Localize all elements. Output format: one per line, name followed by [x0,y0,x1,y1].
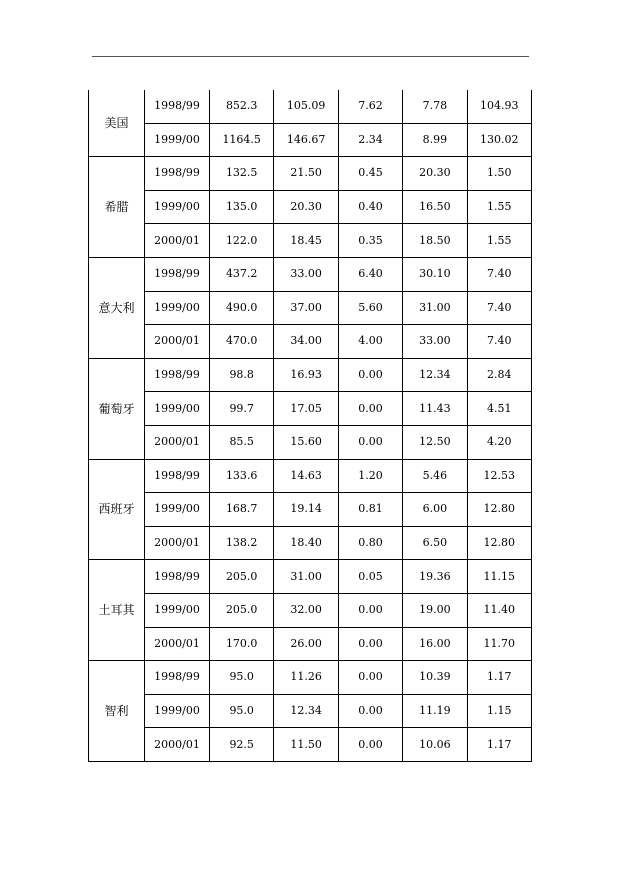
value-cell-2: 34.00 [274,325,338,359]
value-cell-3: 0.00 [338,593,402,627]
table-row [89,157,532,191]
value-cell-5: 11.40 [467,593,531,627]
value-cell-4: 7.78 [403,90,467,123]
value-cell-3: 0.40 [338,190,402,224]
table-row [89,90,532,123]
country-cell: 土耳其 [89,560,145,661]
value-cell-1: 205.0 [210,560,274,594]
value-cell-5: 1.55 [467,190,531,224]
value-cell-1: 168.7 [210,493,274,527]
year-cell: 1999/00 [145,694,210,728]
table-row [89,728,532,762]
value-cell-3: 5.60 [338,291,402,325]
value-cell-2: 14.63 [274,459,338,493]
value-cell-1: 170.0 [210,627,274,661]
value-cell-5: 1.55 [467,224,531,258]
value-cell-1: 133.6 [210,459,274,493]
value-cell-5: 1.15 [467,694,531,728]
value-cell-3: 0.00 [338,627,402,661]
value-cell-5: 4.51 [467,392,531,426]
year-cell: 1998/99 [145,459,210,493]
year-cell: 1998/99 [145,560,210,594]
value-cell-1: 138.2 [210,526,274,560]
year-cell: 1999/00 [145,593,210,627]
value-cell-3: 0.05 [338,560,402,594]
value-cell-3: 0.00 [338,425,402,459]
country-cell: 希腊 [89,157,145,258]
country-cell: 西班牙 [89,459,145,560]
value-cell-2: 18.45 [274,224,338,258]
value-cell-5: 7.40 [467,325,531,359]
table-row [89,358,532,392]
year-cell: 2000/01 [145,425,210,459]
year-cell: 1999/00 [145,493,210,527]
table-row [89,425,532,459]
value-cell-2: 105.09 [274,90,338,123]
value-cell-4: 19.36 [403,560,467,594]
year-cell: 2000/01 [145,627,210,661]
year-cell: 2000/01 [145,526,210,560]
value-cell-5: 12.80 [467,526,531,560]
value-cell-2: 12.34 [274,694,338,728]
table-row [89,392,532,426]
value-cell-4: 12.34 [403,358,467,392]
year-cell: 1999/00 [145,392,210,426]
value-cell-3: 0.00 [338,661,402,695]
year-cell: 1999/00 [145,190,210,224]
table-row [89,123,532,157]
value-cell-5: 4.20 [467,425,531,459]
value-cell-2: 37.00 [274,291,338,325]
value-cell-2: 33.00 [274,257,338,291]
value-cell-1: 1164.5 [210,123,274,157]
value-cell-1: 470.0 [210,325,274,359]
year-cell: 2000/01 [145,224,210,258]
country-cell: 意大利 [89,257,145,358]
value-cell-4: 20.30 [403,157,467,191]
value-cell-4: 11.19 [403,694,467,728]
value-cell-3: 4.00 [338,325,402,359]
value-cell-4: 6.00 [403,493,467,527]
value-cell-4: 5.46 [403,459,467,493]
table-row [89,291,532,325]
value-cell-2: 32.00 [274,593,338,627]
value-cell-2: 21.50 [274,157,338,191]
value-cell-2: 31.00 [274,560,338,594]
value-cell-2: 20.30 [274,190,338,224]
value-cell-1: 98.8 [210,358,274,392]
olive-data-table [88,90,532,762]
value-cell-2: 18.40 [274,526,338,560]
value-cell-1: 99.7 [210,392,274,426]
year-cell: 1999/00 [145,291,210,325]
value-cell-2: 16.93 [274,358,338,392]
table-row [89,694,532,728]
table-row [89,526,532,560]
table-body [89,90,532,761]
value-cell-2: 11.50 [274,728,338,762]
value-cell-1: 122.0 [210,224,274,258]
value-cell-5: 11.70 [467,627,531,661]
value-cell-1: 135.0 [210,190,274,224]
year-cell: 1998/99 [145,157,210,191]
value-cell-1: 205.0 [210,593,274,627]
value-cell-2: 19.14 [274,493,338,527]
value-cell-2: 15.60 [274,425,338,459]
value-cell-2: 26.00 [274,627,338,661]
value-cell-4: 8.99 [403,123,467,157]
value-cell-4: 16.00 [403,627,467,661]
value-cell-2: 17.05 [274,392,338,426]
table-row [89,257,532,291]
value-cell-1: 490.0 [210,291,274,325]
value-cell-1: 132.5 [210,157,274,191]
value-cell-5: 11.15 [467,560,531,594]
value-cell-3: 1.20 [338,459,402,493]
value-cell-3: 0.45 [338,157,402,191]
value-cell-4: 33.00 [403,325,467,359]
value-cell-3: 0.00 [338,392,402,426]
value-cell-5: 1.17 [467,661,531,695]
country-cell: 葡萄牙 [89,358,145,459]
value-cell-5: 12.80 [467,493,531,527]
value-cell-4: 16.50 [403,190,467,224]
table-row [89,627,532,661]
year-cell: 2000/01 [145,325,210,359]
value-cell-3: 6.40 [338,257,402,291]
value-cell-5: 104.93 [467,90,531,123]
value-cell-4: 31.00 [403,291,467,325]
value-cell-3: 0.81 [338,493,402,527]
value-cell-3: 0.00 [338,728,402,762]
year-cell: 1998/99 [145,358,210,392]
table-row [89,190,532,224]
value-cell-5: 130.02 [467,123,531,157]
value-cell-3: 0.00 [338,694,402,728]
value-cell-5: 7.40 [467,257,531,291]
value-cell-4: 18.50 [403,224,467,258]
value-cell-4: 10.06 [403,728,467,762]
value-cell-5: 12.53 [467,459,531,493]
year-cell: 1998/99 [145,257,210,291]
year-cell: 2000/01 [145,728,210,762]
value-cell-1: 437.2 [210,257,274,291]
value-cell-3: 2.34 [338,123,402,157]
table-row [89,661,532,695]
value-cell-4: 12.50 [403,425,467,459]
table-row [89,593,532,627]
value-cell-3: 0.00 [338,358,402,392]
table-row [89,224,532,258]
value-cell-4: 19.00 [403,593,467,627]
value-cell-1: 852.3 [210,90,274,123]
table-row [89,493,532,527]
value-cell-2: 146.67 [274,123,338,157]
value-cell-5: 2.84 [467,358,531,392]
year-cell: 1999/00 [145,123,210,157]
value-cell-5: 1.17 [467,728,531,762]
country-cell: 美国 [89,90,145,157]
value-cell-3: 0.80 [338,526,402,560]
value-cell-2: 11.26 [274,661,338,695]
table-row [89,325,532,359]
value-cell-3: 7.62 [338,90,402,123]
value-cell-5: 7.40 [467,291,531,325]
value-cell-1: 85.5 [210,425,274,459]
value-cell-4: 30.10 [403,257,467,291]
year-cell: 1998/99 [145,90,210,123]
value-cell-1: 95.0 [210,694,274,728]
table-row [89,459,532,493]
page-header-rule [92,56,529,57]
year-cell: 1998/99 [145,661,210,695]
value-cell-3: 0.35 [338,224,402,258]
value-cell-4: 10.39 [403,661,467,695]
value-cell-4: 11.43 [403,392,467,426]
table-row [89,560,532,594]
value-cell-5: 1.50 [467,157,531,191]
country-cell: 智利 [89,661,145,762]
value-cell-1: 92.5 [210,728,274,762]
value-cell-1: 95.0 [210,661,274,695]
value-cell-4: 6.50 [403,526,467,560]
